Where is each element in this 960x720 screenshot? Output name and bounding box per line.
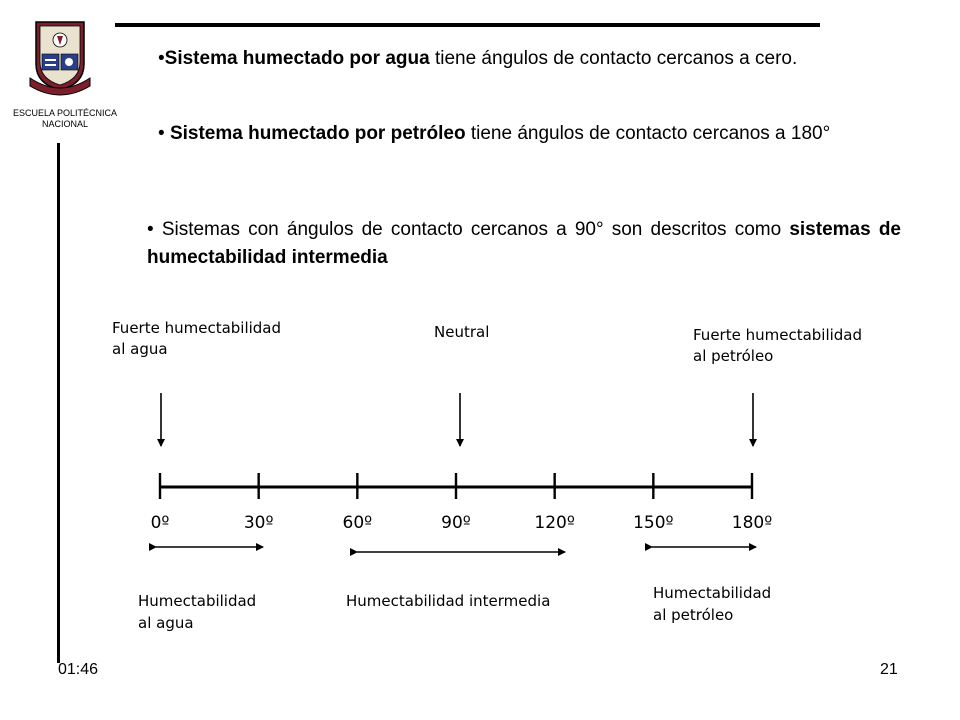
label-strong-water-wet: Fuerte humectabilidad al agua [112,319,282,358]
axis-tick-label: 90º [441,513,471,533]
top-divider [115,23,820,27]
wettability-scale-diagram [100,300,920,650]
institution-crest-icon [28,18,92,102]
bullet-water-wet: •Sistema humectado por agua tiene ángulos de contacto cercanos a cero. [158,48,798,69]
axis-tick-label: 30º [243,513,274,533]
axis-tick-label: 0º [150,513,170,533]
bullet-intermediate: • Sistemas con ángulos de contacto cercanos a 90° son descritos como sistemas de humectabilidad intermedia [147,219,901,268]
label-neutral: Neutral [434,323,490,341]
label-strong-oil-wet: Fuerte humectabilidad al petróleo [693,326,863,365]
axis-tick-label: 120º [534,513,575,533]
axis-tick-label: 150º [633,513,674,533]
bullet-oil-wet: • Sistema humectado por petróleo tiene ángulos de contacto cercanos a 180° [158,123,831,144]
left-divider [57,143,60,663]
range-label-oil: Humectabilidad al petróleo [653,584,772,624]
axis-tick-label: 60º [342,513,373,533]
slide-time: 01:46 [58,661,99,678]
range-label-intermediate: Humectabilidad intermedia [346,592,551,610]
axis-tick-labels [151,513,773,533]
axis-tick-label: 180º [731,513,773,533]
institution-name: ESCUELA POLITÉCNICA NACIONAL [12,108,118,129]
range-label-water: Humectabilidad al agua [138,592,257,632]
slide-number: 21 [880,661,898,678]
